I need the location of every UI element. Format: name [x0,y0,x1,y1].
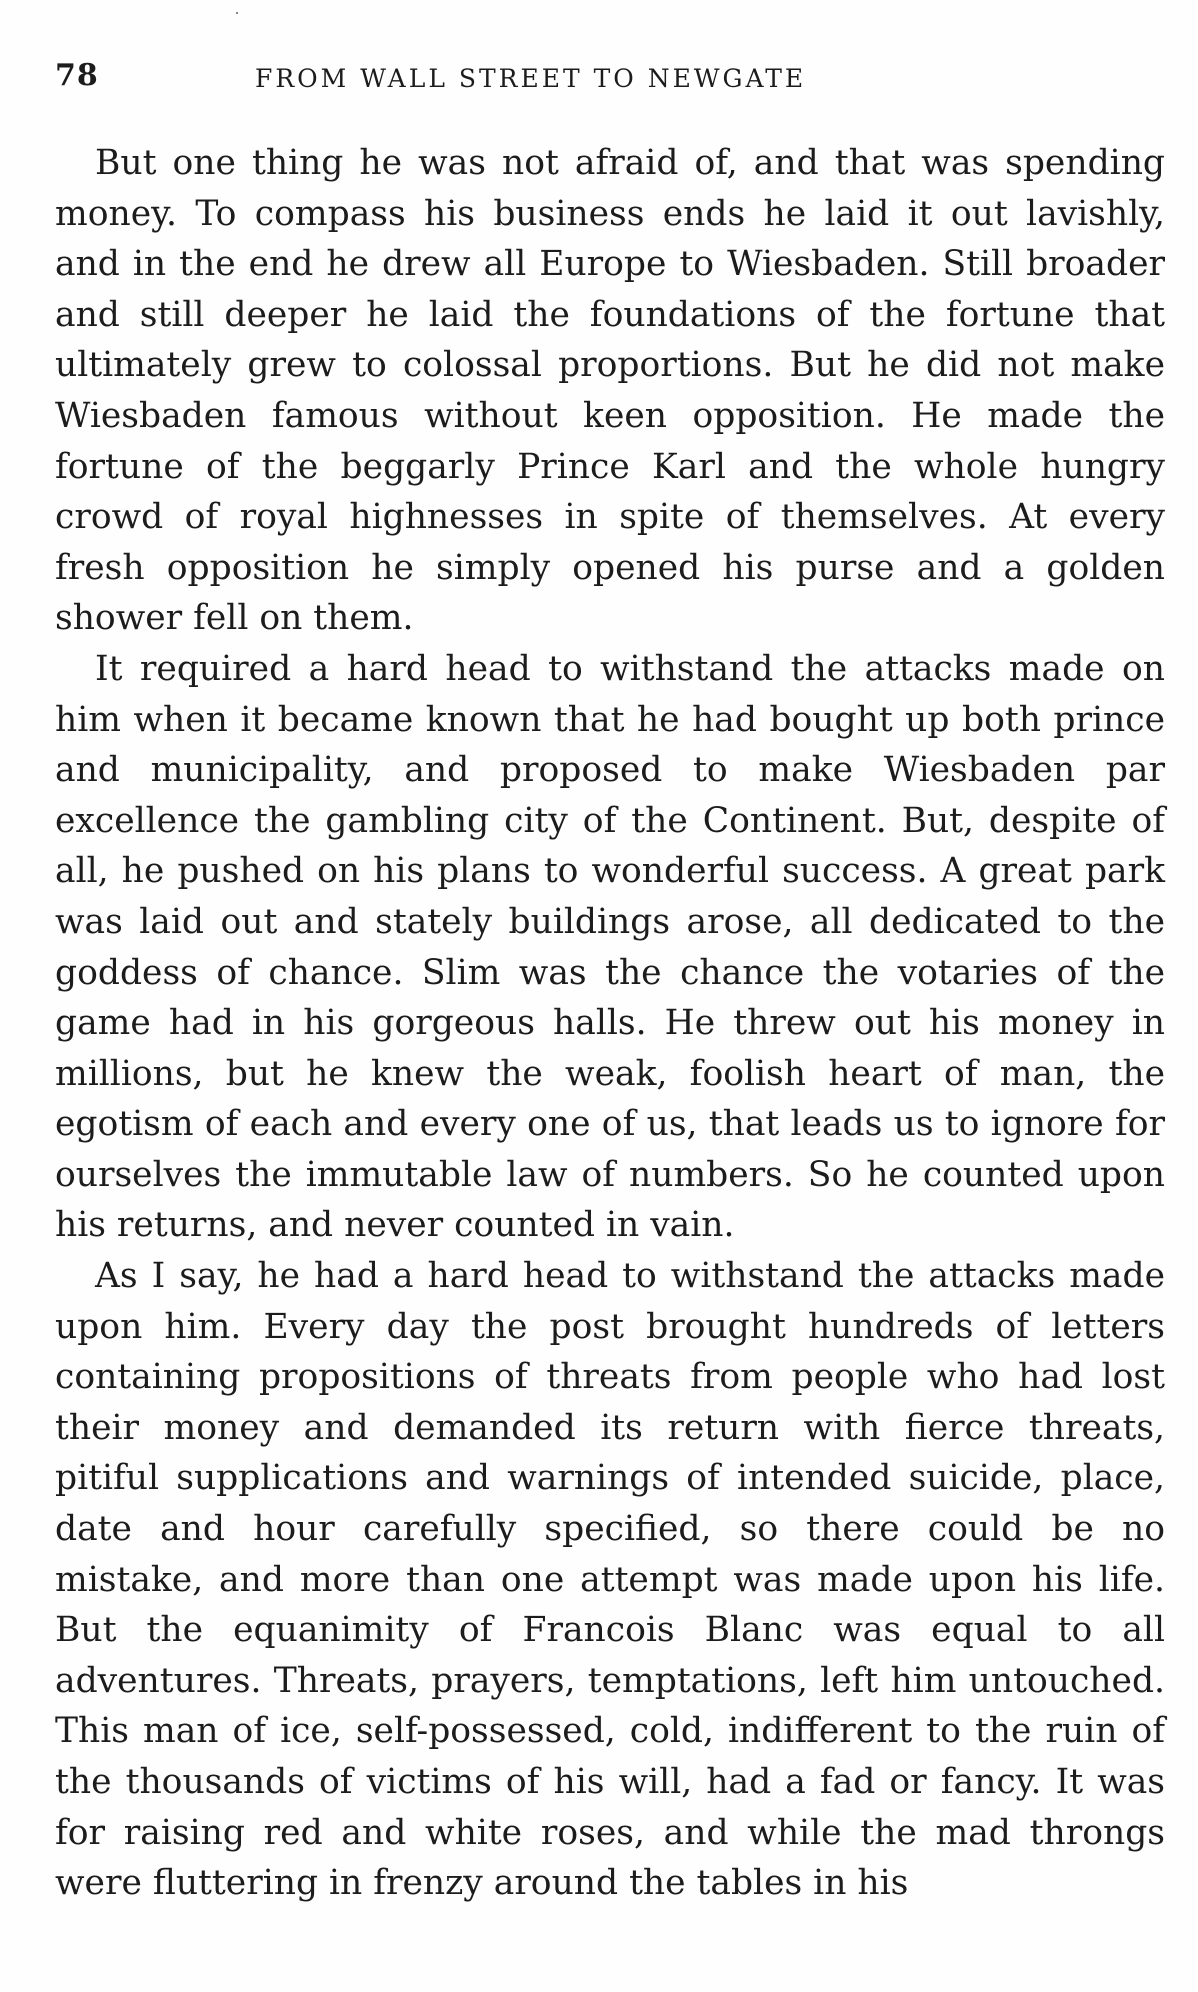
paragraph: But one thing he was not afraid of, and that was spending money. To compass his business ends he laid it out lavishly, and in the end he drew all Europe to Wiesbaden. Still broader and still deeper he laid the foundations of the fortune that ultimately grew to colossal proportions. But he did not make Wiesbaden famous without keen opposition. He made the fortune of the beggarly Prince Karl and the whole hungry crowd of royal highnesses in spite of themselves. At every fresh opposition he simply opened his purse and a golden shower fell on them. [55,143,1165,639]
ink-speck [236,12,238,14]
paragraph: As I say, he had a hard head to withstand the attacks made upon him. Every day the post brought hundreds of letters containing propositions of threats from people who had lost their money and demanded its return with fierce threats, pitiful supplications and warnings of intended suicide, place, date and hour carefully specified, so there could be no mistake, and more than one attempt was made upon his life. But the equanimity of Francois Blanc was equal to all adventures. Threats, prayers, temptations, left him untouched. This man of ice, self-possessed, cold, indifferent to the ruin of the thousands of victims of his will, had a fad or fancy. It was for raising red and white roses, and while the mad throngs were fluttering in frenzy around the tables in his [55,1256,1165,1904]
running-header [55,58,1165,108]
page-number: 78 [55,58,99,93]
paragraph: It required a hard head to withstand the attacks made on him when it became known that he had bought up both prince and municipality, and proposed to make Wiesbaden par excellence the gambling city of the Continent. But, despite of all, he pushed on his plans to wonderful success. A great park was laid out and stately buildings arose, all dedicated to the goddess of chance. Slim was the chance the votaries of the game had in his gorgeous halls. He threw out his money in millions, but he knew the weak, foolish heart of man, the egotism of each and every one of us, that leads us to ignore for ourselves the immutable law of numbers. So he counted upon his returns, and never counted in vain. [55,648,1165,1246]
running-title: FROM WALL STREET TO NEWGATE [255,64,807,93]
body-text [55,138,1165,1909]
